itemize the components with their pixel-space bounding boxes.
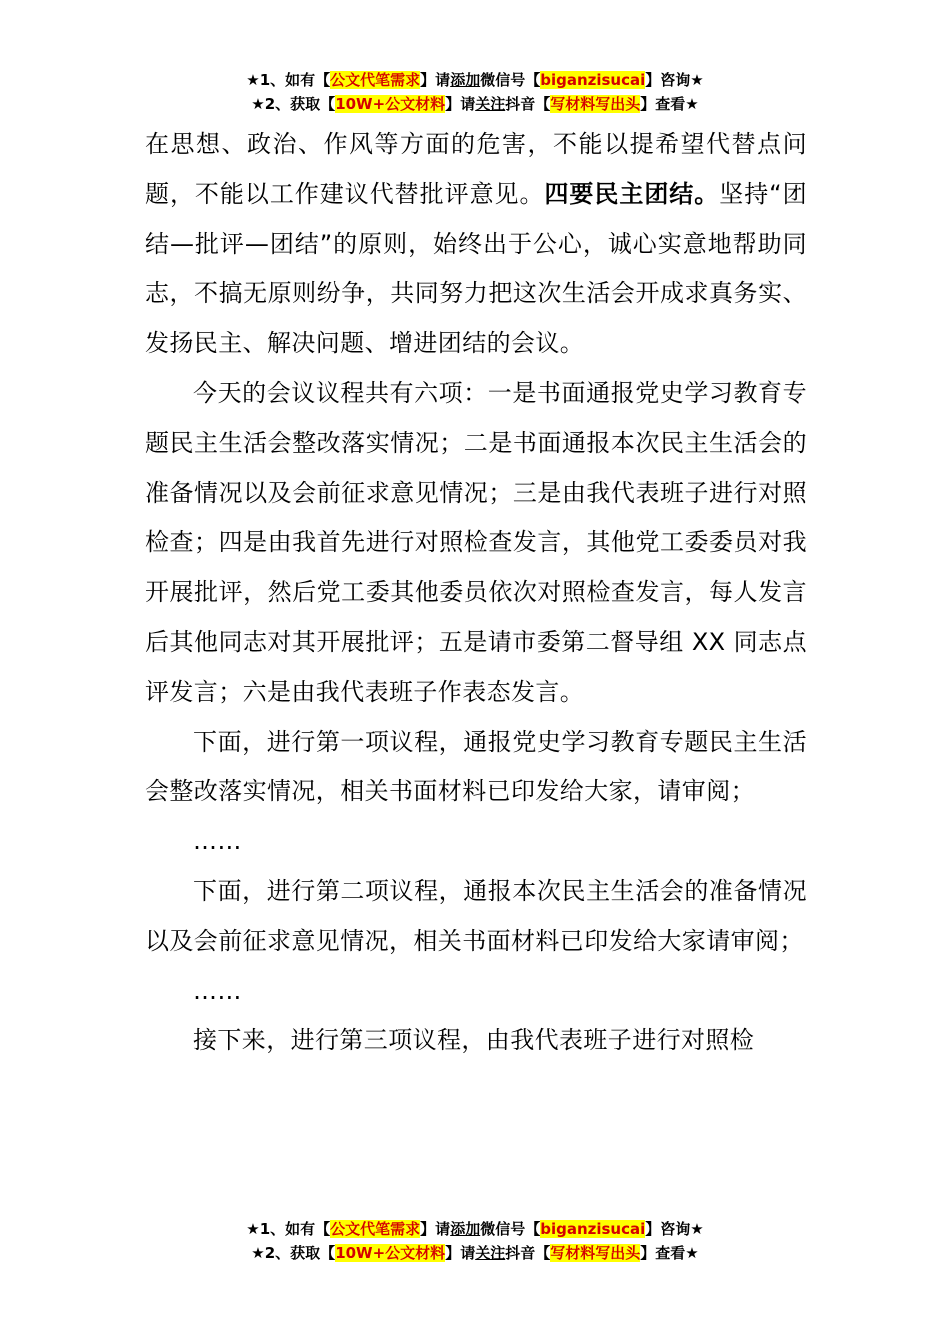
banner-highlight: biganzisucai — [540, 71, 646, 89]
paragraph-3: 下面，进行第一项议程，通报党史学习教育专题民主生活会整改落实情况，相关书面材料已印发给大家，请审阅； — [145, 727, 807, 806]
banner-text: 抖音【 — [505, 95, 551, 113]
banner-text: ★1、如有【 — [246, 71, 331, 89]
paragraph-1 — [145, 120, 807, 369]
banner-highlight: 公文代笔需求 — [330, 1220, 421, 1238]
banner-text: 】咨询★ — [645, 1220, 704, 1238]
banner-text: ★2、获取【 — [251, 95, 336, 113]
banner-highlight: 10W+公文材料 — [335, 95, 446, 113]
banner-text: 微信号【 — [480, 71, 541, 89]
banner-line-2 — [0, 92, 950, 116]
banner-highlight: 写材料写出头 — [550, 95, 641, 113]
banner-text: 】请 — [420, 71, 451, 89]
banner-text: 】请 — [445, 95, 476, 113]
footer-banner — [0, 1217, 950, 1265]
banner-text: 】请 — [445, 1244, 476, 1262]
paragraph-bold-heading: 四要民主团结。 — [544, 179, 720, 208]
banner-text: ★2、获取【 — [251, 1244, 336, 1262]
banner-highlight: 公文代笔需求 — [330, 71, 421, 89]
document-body — [145, 120, 807, 1066]
banner-text: 】查看★ — [640, 1244, 699, 1262]
banner-underlined: 关注 — [475, 1244, 506, 1262]
banner-line-2 — [0, 1241, 950, 1265]
paragraph-7: 接下来，进行第三项议程，由我代表班子进行对照检 — [193, 1026, 755, 1055]
banner-highlight: 10W+公文材料 — [335, 1244, 446, 1262]
banner-text: 】咨询★ — [645, 71, 704, 89]
banner-underlined: 关注 — [475, 95, 506, 113]
banner-text: ★1、如有【 — [246, 1220, 331, 1238]
banner-highlight: 写材料写出头 — [550, 1244, 641, 1262]
banner-text: 】请 — [420, 1220, 451, 1238]
paragraph-text: 在思想、政治、作风等方面的危害，不能以提希望代替点问题，不能以工作建议代替批评意见。 — [145, 130, 807, 208]
banner-text: 】查看★ — [640, 95, 699, 113]
paragraph-2: 今天的会议议程共有六项：一是书面通报党史学习教育专题民主生活会整改落实情况；二是书面通报本次民主生活会的准备情况以及会前征求意见情况；三是由我代表班子进行对照检查；四是由我首先进行对照检查发言，其他党工委委员对我开展批评，然后党工委其他委员依次对照检查发言，每人发言后其他同志对其开展批评；五是请市委第二督导组 XX 同志点评发言；六是由我代表班子作表态发言。 — [145, 378, 807, 706]
banner-line-1 — [0, 1217, 950, 1241]
header-banner — [0, 68, 950, 116]
paragraph-4-ellipsis: …… — [193, 827, 242, 856]
banner-underlined: 添加 — [450, 1220, 481, 1238]
banner-text: 微信号【 — [480, 1220, 541, 1238]
banner-underlined: 添加 — [450, 71, 481, 89]
banner-text: 抖音【 — [505, 1244, 551, 1262]
paragraph-5: 下面，进行第二项议程，通报本次民主生活会的准备情况以及会前征求意见情况，相关书面材料已印发给大家请审阅； — [145, 876, 807, 955]
paragraph-6-ellipsis: …… — [193, 976, 242, 1005]
banner-highlight: biganzisucai — [540, 1220, 646, 1238]
paragraph-text: 坚持“团结—批评—团结”的原则，始终出于公心，诚心实意地帮助同志，不搞无原则纷争，共同努力把这次生活会开成求真务实、发扬民主、解决问题、增进团结的会议。 — [145, 179, 807, 358]
banner-line-1 — [0, 68, 950, 92]
